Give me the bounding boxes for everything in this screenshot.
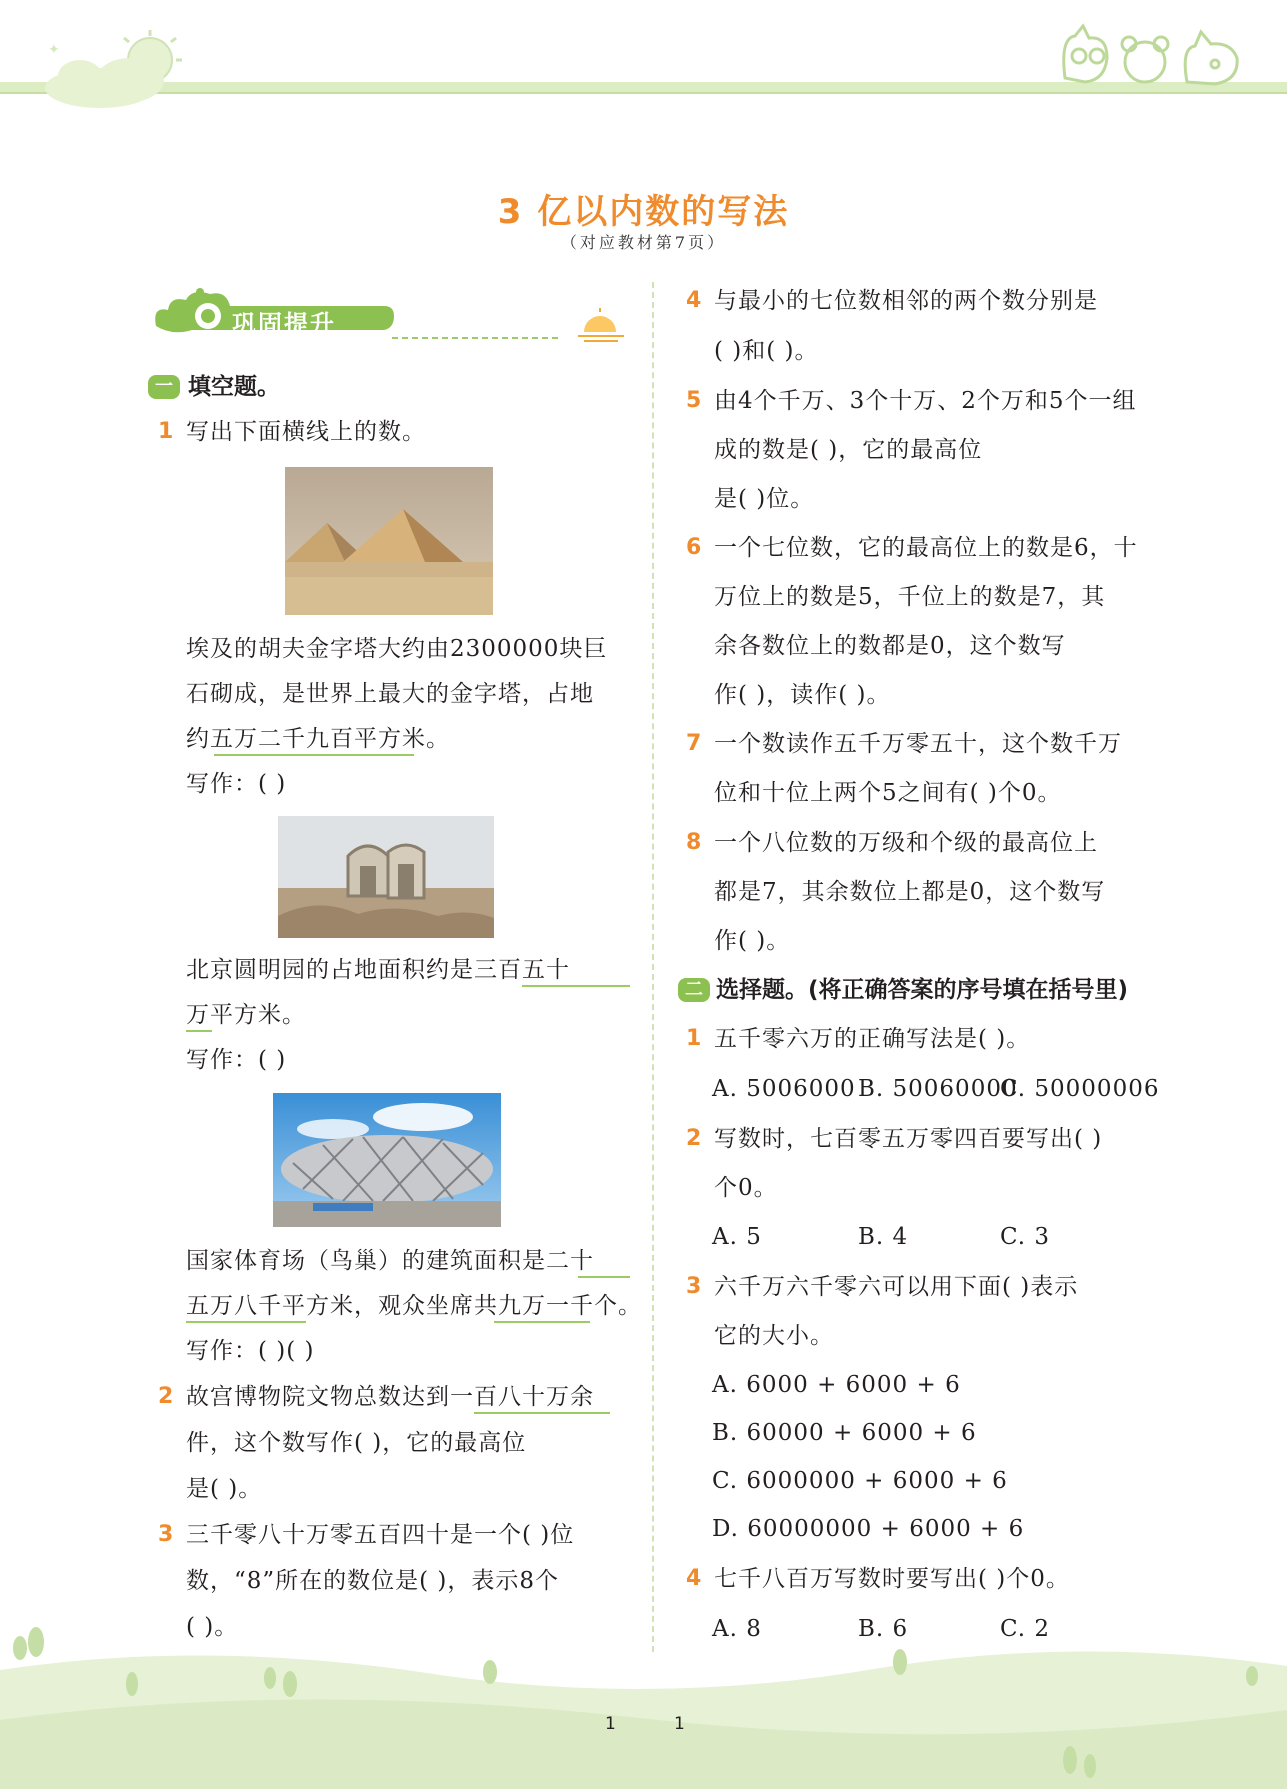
q6-number: 6 xyxy=(686,535,702,560)
section1-badge: 一 xyxy=(148,375,180,399)
yuanmingyuan-photo xyxy=(278,816,494,938)
birds-nest-photo xyxy=(273,1093,501,1227)
c1-option-c[interactable]: C. 50000006 xyxy=(1000,1076,1160,1102)
q7-line-2[interactable]: 位和十位上两个5之间有( )个0。 xyxy=(714,780,1062,806)
q1c-answer-blank[interactable]: 写作：( )( ) xyxy=(186,1338,315,1364)
q8-line-1: 一个八位数的万级和个级的最高位上 xyxy=(714,830,1098,856)
c1-number: 1 xyxy=(686,1026,702,1051)
sun-cloud-icon xyxy=(40,30,190,110)
q2-line-3[interactable]: 是( )。 xyxy=(186,1476,263,1502)
section1-title: 填空题。 xyxy=(188,374,280,400)
c2-option-c[interactable]: C. 3 xyxy=(1000,1224,1051,1250)
c3-option-b[interactable]: B. 60000 + 6000 + 6 xyxy=(712,1420,977,1446)
q3-line-3[interactable]: ( )。 xyxy=(186,1614,239,1640)
page-title: 3 亿以内数的写法 xyxy=(497,192,790,232)
c3-option-c[interactable]: C. 6000000 + 6000 + 6 xyxy=(712,1468,1008,1494)
q1a-answer-blank[interactable]: 写作：( ) xyxy=(186,771,287,797)
section2-badge: 二 xyxy=(678,978,710,1002)
q1-prompt: 写出下面横线上的数。 xyxy=(186,419,426,445)
header-band-line xyxy=(0,92,1287,94)
q5-line-2[interactable]: 成的数是( )，它的最高位 xyxy=(714,437,983,463)
q1a-line-2: 石砌成，是世界上最大的金字塔，占地 xyxy=(186,681,594,707)
q2-line-2[interactable]: 件，这个数写作( )，它的最高位 xyxy=(186,1430,527,1456)
c3-line-1[interactable]: 六千万六千零六可以用下面( )表示 xyxy=(714,1274,1079,1300)
c4-option-c[interactable]: C. 2 xyxy=(1000,1616,1051,1642)
c4-option-a[interactable]: A. 8 xyxy=(712,1616,762,1642)
c2-number: 2 xyxy=(686,1126,702,1151)
q5-line-1: 由4个千万、3个十万、2个万和5个一组 xyxy=(714,388,1137,414)
c4-number: 4 xyxy=(686,1566,702,1591)
bottom-hills-decoration xyxy=(0,1610,1287,1789)
q1b-underline-2 xyxy=(186,1030,212,1032)
q1c-line-1: 国家体育场（鸟巢）的建筑面积是二十 xyxy=(186,1248,594,1274)
page-number-left: 1 xyxy=(605,1714,616,1734)
q1c-line-2: 五万八千平方米，观众坐席共九万一千个。 xyxy=(186,1293,642,1319)
c1-option-b[interactable]: B. 50060000 xyxy=(858,1076,1018,1102)
q4-number: 4 xyxy=(686,288,702,313)
q1a-line-3: 约五万二千九百平方米。 xyxy=(186,726,450,752)
q1-number: 1 xyxy=(158,419,174,444)
q7-number: 7 xyxy=(686,731,702,756)
q1b-line-1: 北京圆明园的占地面积约是三百五十 xyxy=(186,957,570,983)
q1c-underline-1 xyxy=(578,1276,630,1278)
c1-line-1[interactable]: 五千零六万的正确写法是( )。 xyxy=(714,1026,1031,1052)
banner-label: 巩固提升 xyxy=(232,310,336,338)
q6-line-3: 余各数位上的数都是0，这个数写 xyxy=(714,633,1066,659)
q3-line-2[interactable]: 数，“8”所在的数位是( )，表示8个 xyxy=(186,1568,560,1594)
c2-line-2: 个0。 xyxy=(714,1175,778,1201)
c4-option-b[interactable]: B. 6 xyxy=(858,1616,909,1642)
q5-line-3[interactable]: 是( )位。 xyxy=(714,486,815,512)
c3-option-a[interactable]: A. 6000 + 6000 + 6 xyxy=(712,1372,961,1398)
q2-line-1: 故宫博物院文物总数达到一百八十万余 xyxy=(186,1384,594,1410)
q4-line-1: 与最小的七位数相邻的两个数分别是 xyxy=(714,288,1098,314)
q8-line-2: 都是7，其余数位上都是0，这个数写 xyxy=(714,879,1106,905)
svg-text:✦: ✦ xyxy=(48,42,60,58)
q3-number: 3 xyxy=(158,1522,174,1547)
column-divider xyxy=(652,282,654,1652)
q1b-answer-blank[interactable]: 写作：( ) xyxy=(186,1047,287,1073)
q4-line-2[interactable]: ( )和( )。 xyxy=(714,338,819,364)
animal-faces-icon xyxy=(1055,18,1255,88)
q1a-underline xyxy=(214,754,414,756)
c3-number: 3 xyxy=(686,1274,702,1299)
q8-number: 8 xyxy=(686,830,702,855)
q1b-underline-1 xyxy=(522,985,630,987)
pyramid-photo xyxy=(285,467,493,615)
q6-line-1: 一个七位数，它的最高位上的数是6，十 xyxy=(714,535,1138,561)
q2-underline xyxy=(474,1412,610,1414)
q1a-line-1: 埃及的胡夫金字塔大约由2300000块巨 xyxy=(186,636,608,662)
c1-option-a[interactable]: A. 5006000 xyxy=(712,1076,856,1102)
q1c-underline-2 xyxy=(186,1321,306,1323)
q5-number: 5 xyxy=(686,388,702,413)
q2-number: 2 xyxy=(158,1384,174,1409)
page-number-right: 1 xyxy=(674,1714,685,1734)
q7-line-1: 一个数读作五千万零五十，这个数千万 xyxy=(714,731,1122,757)
q3-line-1[interactable]: 三千零八十万零五百四十是一个( )位 xyxy=(186,1522,575,1548)
q1b-line-2: 万平方米。 xyxy=(186,1002,306,1028)
c3-option-d[interactable]: D. 60000000 + 6000 + 6 xyxy=(712,1516,1025,1542)
page-subtitle: （对应教材第7页） xyxy=(560,233,727,252)
c4-line-1[interactable]: 七千八百万写数时要写出( )个0。 xyxy=(714,1566,1070,1592)
section2-title: 选择题。(将正确答案的序号填在括号里) xyxy=(716,977,1129,1003)
banner-whale-icon xyxy=(152,286,632,346)
q6-line-2: 万位上的数是5，千位上的数是7，其 xyxy=(714,584,1106,610)
c2-line-1[interactable]: 写数时，七百零五万零四百要写出( ) xyxy=(714,1126,1103,1152)
c2-option-b[interactable]: B. 4 xyxy=(858,1224,909,1250)
q8-line-3[interactable]: 作( )。 xyxy=(714,928,791,954)
q1c-underline-3 xyxy=(494,1321,590,1323)
c2-option-a[interactable]: A. 5 xyxy=(712,1224,762,1250)
c3-line-2: 它的大小。 xyxy=(714,1323,834,1349)
q6-line-4[interactable]: 作( )，读作( )。 xyxy=(714,682,891,708)
